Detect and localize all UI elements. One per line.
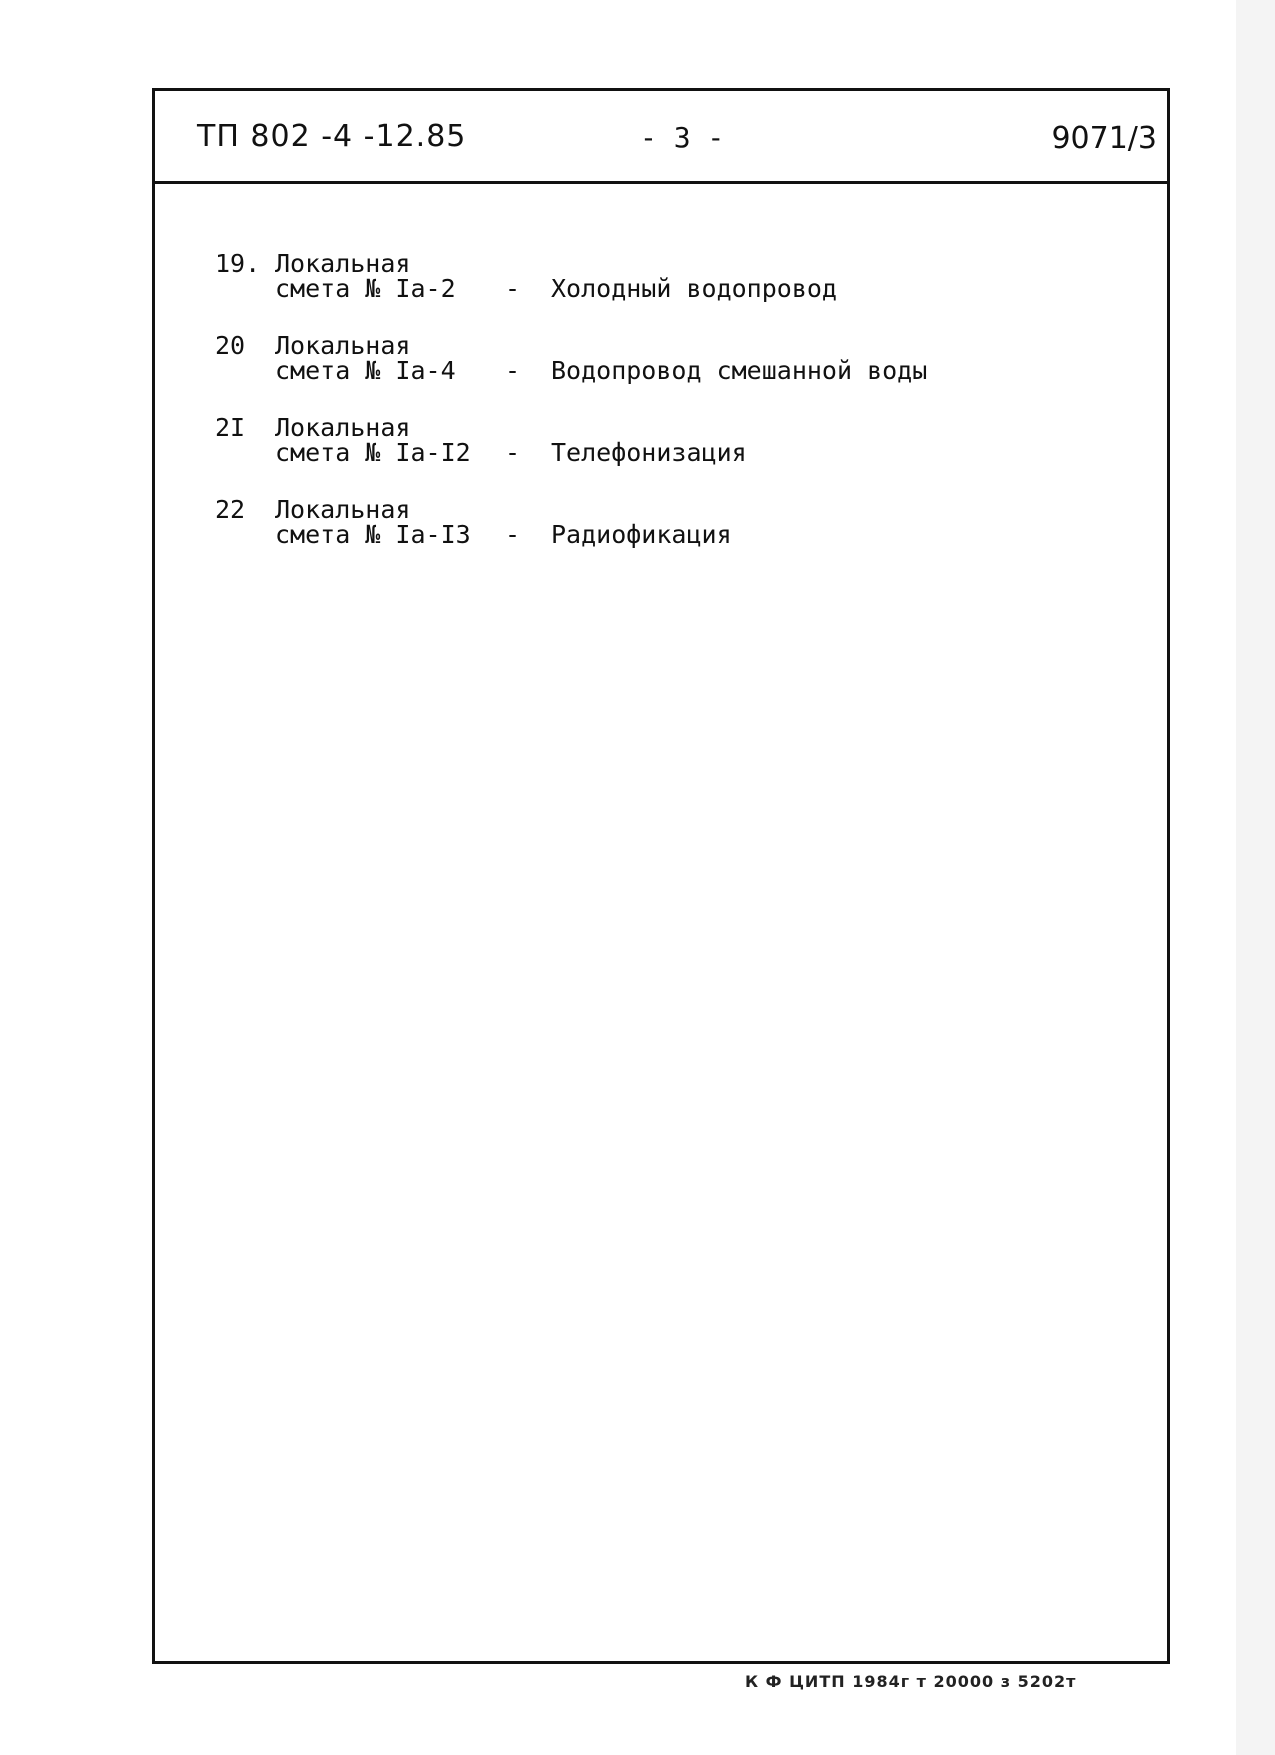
document-frame <box>152 88 1170 1664</box>
list-item <box>215 333 1115 407</box>
list-item <box>215 497 1115 571</box>
entry-type: Локальная <box>275 413 411 442</box>
document-code: ТП 802 -4 -12.85 <box>197 119 467 154</box>
page-edge-shadow <box>1236 0 1275 1755</box>
entry-type: Локальная <box>275 495 411 524</box>
entry-reference: смета № Iа-2 <box>275 274 456 303</box>
estimate-list <box>215 251 1115 579</box>
page-number: - 3 - <box>640 121 725 154</box>
entry-title: Водопровод смешанной воды <box>551 356 928 385</box>
entry-title: Радиофикация <box>551 520 732 549</box>
entry-dash: - <box>505 356 521 385</box>
entry-reference: смета № Iа-I2 <box>275 438 471 467</box>
entry-type: Локальная <box>275 249 411 278</box>
entry-reference: смета № Iа-I3 <box>275 520 471 549</box>
list-item <box>215 415 1115 489</box>
header-band <box>155 91 1167 184</box>
entry-number: 2I <box>215 413 246 442</box>
entry-title: Телефонизация <box>551 438 747 467</box>
list-item <box>215 251 1115 325</box>
print-imprint: К Ф ЦИТП 1984г т 20000 з 5202т <box>745 1672 1077 1691</box>
entry-reference: смета № Iа-4 <box>275 356 456 385</box>
sheet-number: 9071/3 <box>1051 121 1157 156</box>
entry-dash: - <box>505 438 521 467</box>
entry-number: 19. <box>215 249 261 278</box>
entry-number: 22 <box>215 495 246 524</box>
entry-title: Холодный водопровод <box>551 274 837 303</box>
entry-number: 20 <box>215 331 246 360</box>
entry-dash: - <box>505 274 521 303</box>
entry-type: Локальная <box>275 331 411 360</box>
entry-dash: - <box>505 520 521 549</box>
